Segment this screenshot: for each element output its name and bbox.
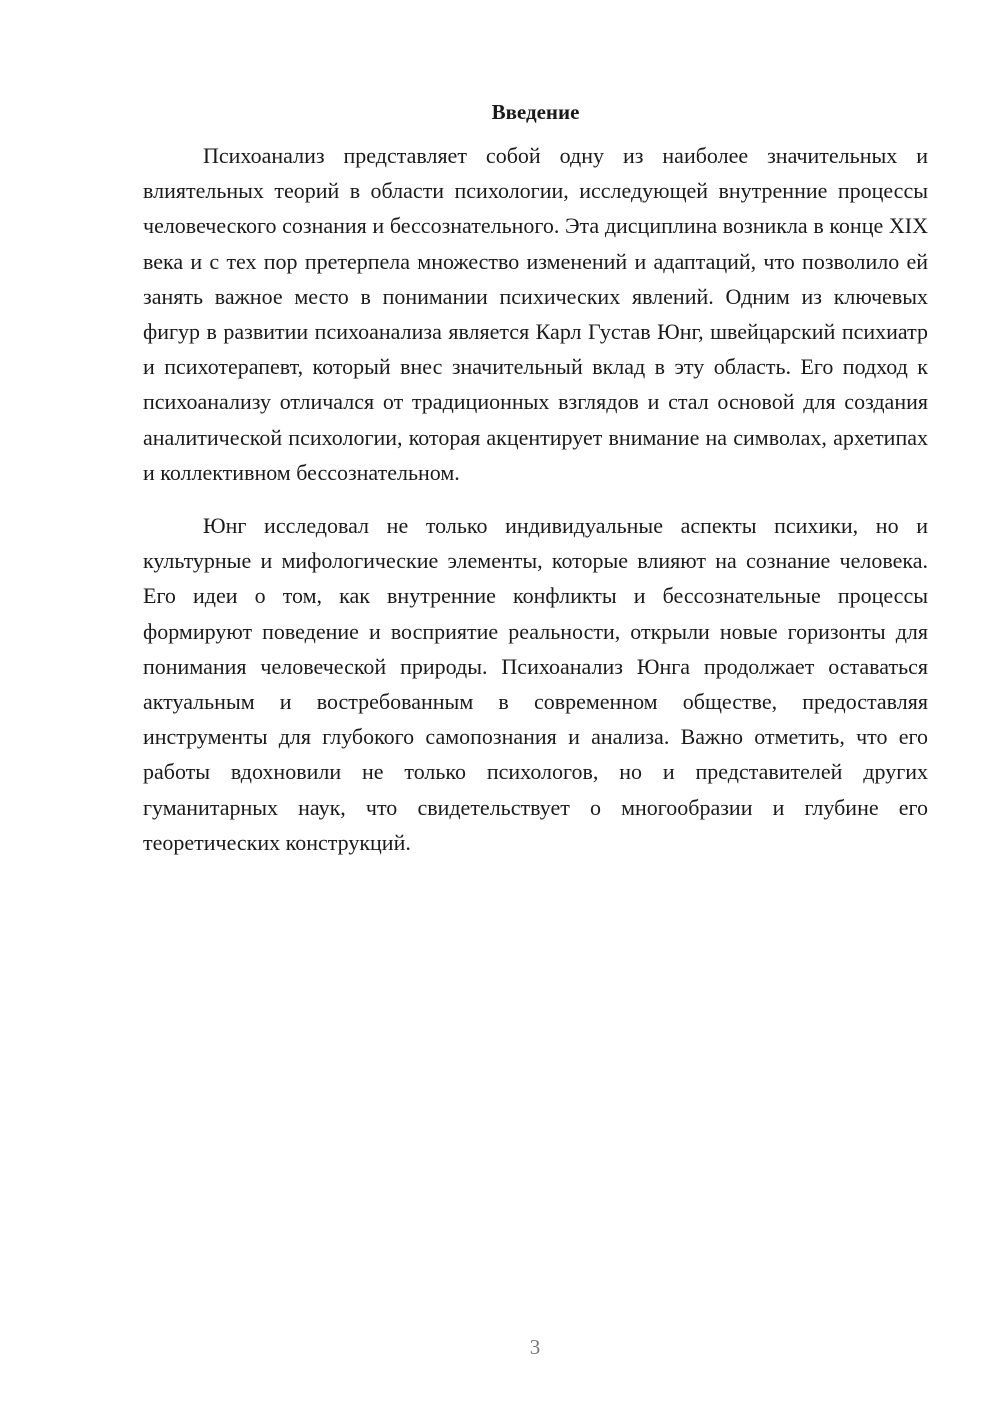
page-content [143, 98, 928, 860]
paragraph-2: Юнг исследовал не только индивидуальные аспекты психики, но и культурные и мифологические элементы, которые влияют на сознание человека. Его идеи о том, как внутренние конфликты и бессознательные процессы формируют поведение и восприятие реальности, открыли новые горизонты для понимания человеческой природы. Психоанализ Юнга продолжает оставаться актуальным и востребованным в современном обществе, предоставляя инструменты для глубокого самопознания и анализа. Важно отметить, что его работы вдохновили не только психологов, но и представителей других гуманитарных наук, что свидетельствует о многообразии и глубине его теоретических конструкций. [143, 513, 928, 855]
paragraph-1: Психоанализ представляет собой одну из наиболее значительных и влиятельных теорий в области психологии, исследующей внутренние процессы человеческого сознания и бессознательного. Эта дисциплина возникла в конце XIX века и с тех пор претерпела множество изменений и адаптаций, что позволило ей занять важное место в понимании психических явлений. Одним из ключевых фигур в развитии психоанализа является Карл Густав Юнг, швейцарский психиатр и психотерапевт, который внес значительный вклад в эту область. Его подход к психоанализу отличался от традиционных взглядов и стал основой для создания аналитической психологии, которая акцентирует внимание на символах, архетипах и коллективном бессознательном. [143, 143, 928, 485]
section-heading: Введение [491, 100, 580, 124]
page-number: 3 [529, 1335, 541, 1359]
